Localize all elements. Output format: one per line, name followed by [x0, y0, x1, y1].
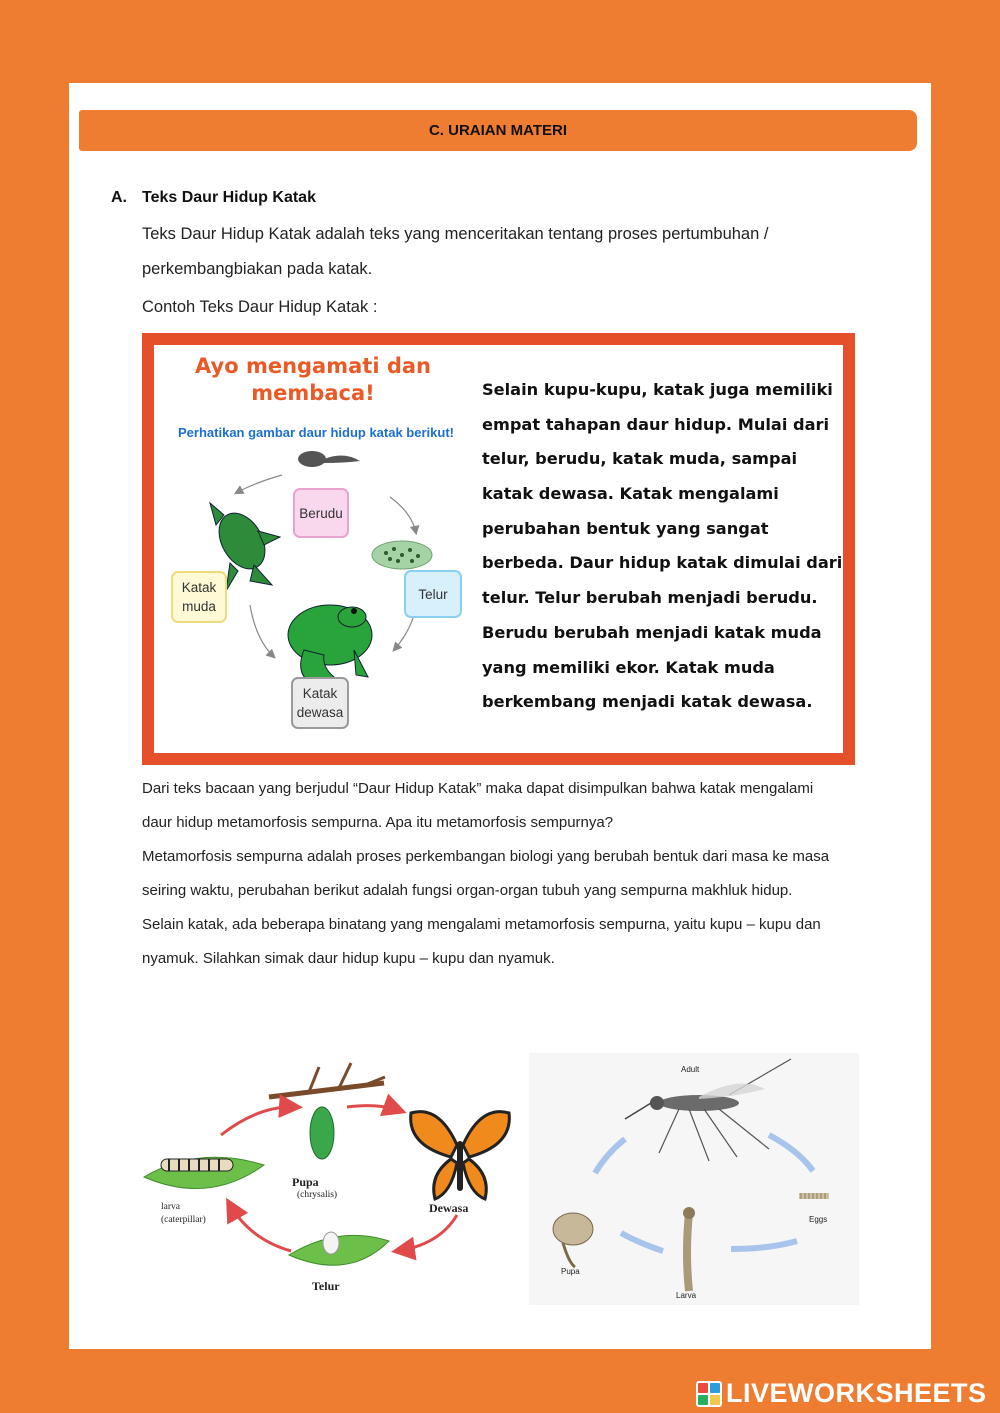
cycle-arrow-4	[621, 1233, 663, 1251]
eggs-caption: Eggs	[809, 1215, 828, 1224]
frog-card-inner	[154, 345, 843, 753]
heading-number: A.	[111, 189, 127, 206]
cycle-arrow-2	[769, 1135, 813, 1171]
stage-telur-label: Telur	[404, 570, 462, 618]
body-line-3: Metamorfosis sempurna adalah proses perkembangan biologi yang berubah bentuk dari masa ke masa	[142, 848, 830, 865]
mosquito-lifecycle-image	[529, 1053, 859, 1305]
telur-caption: Telur	[312, 1279, 340, 1293]
frog-text-line: perubahan bentuk yang sangat	[482, 518, 769, 538]
heading-title: Teks Daur Hidup Katak	[142, 189, 316, 206]
cycle-arrow-4	[250, 605, 274, 657]
cycle-arrow-4	[229, 1203, 291, 1251]
body-line-6: nyamuk. Silahkan simak daur hidup kupu – kupu dan nyamuk.	[142, 950, 555, 967]
intro-line-1: Teks Daur Hidup Katak adalah teks yang menceritakan tentang proses pertumbuhan /	[142, 225, 769, 243]
cycle-arrow-3	[731, 1241, 797, 1249]
frog-text-line: empat tahapan daur hidup. Mulai dari	[482, 414, 830, 434]
adult-frog-icon	[288, 605, 372, 685]
card-title-line-2: membaca!	[251, 381, 375, 405]
frog-text-line: telur, berudu, katak muda, sampai	[482, 449, 798, 469]
frog-text-line: berkembang menjadi katak dewasa.	[482, 692, 813, 712]
butterfly-cycle-illustration	[139, 1055, 519, 1305]
chrysalis-icon	[310, 1107, 334, 1159]
frog-card-text	[482, 373, 843, 720]
katak-dewasa-line-1: Katak	[302, 686, 338, 701]
mosquito-larva-icon	[683, 1207, 695, 1291]
katak-dewasa-line-2: dewasa	[296, 705, 344, 720]
tadpole-icon	[298, 451, 360, 467]
frog-text-line: telur. Telur berubah menjadi berudu.	[482, 588, 818, 608]
stage-berudu-label: Berudu	[293, 488, 349, 538]
intro-line-2: perkembangbiakan pada katak.	[142, 260, 373, 278]
adult-mosquito-icon	[625, 1059, 791, 1161]
pupa-caption: Pupa	[292, 1175, 319, 1189]
mosquito-pupa-caption: Pupa	[561, 1267, 580, 1276]
mosquito-larva-caption: Larva	[676, 1291, 697, 1300]
dewasa-caption: Dewasa	[429, 1201, 469, 1215]
adult-caption: Adult	[681, 1065, 700, 1074]
cycle-arrow-1	[221, 1107, 297, 1135]
liveworksheets-logo	[696, 1378, 987, 1409]
mosquito-pupa-icon	[553, 1213, 593, 1267]
larva-caption: larva	[161, 1202, 180, 1212]
section-header-bar	[79, 110, 917, 151]
butterfly-lifecycle-image	[139, 1055, 519, 1305]
frog-text-line: katak dewasa. Katak mengalami	[482, 484, 779, 504]
cycle-arrow-1	[236, 475, 282, 493]
pupa-subcaption: (chrysalis)	[297, 1190, 338, 1200]
cycle-arrow-2	[390, 497, 416, 533]
card-subtitle: Perhatikan gambar daur hidup katak berikut!	[178, 425, 454, 440]
cycle-arrow-2	[347, 1106, 401, 1111]
body-line-5: Selain katak, ada beberapa binatang yang mengalami metamorfosis sempurna, yaitu kupu – kupu dan	[142, 916, 821, 933]
subsection-heading	[111, 189, 316, 207]
logo-mark-icon	[696, 1381, 722, 1407]
frog-text-line: Berudu berubah menjadi katak muda	[482, 622, 822, 642]
caterpillar-leaf-icon	[144, 1157, 264, 1188]
cycle-arrow-1	[595, 1139, 625, 1173]
logo-text: LIVEWORKSHEETS	[726, 1378, 987, 1408]
frog-text-line: yang memiliki ekor. Katak muda	[482, 657, 775, 677]
egg-leaf-icon	[289, 1232, 389, 1265]
stage-katak-dewasa-label	[291, 677, 349, 729]
katak-muda-line-2: muda	[182, 599, 216, 614]
cycle-arrow-3	[397, 1215, 457, 1251]
body-line-1: Dari teks bacaan yang berjudul “Daur Hidup Katak” maka dapat disimpulkan bahwa katak mengalami	[142, 780, 814, 797]
body-line-4: seiring waktu, perubahan berikut adalah fungsi organ-organ tubuh yang sempurna makhluk hidup.	[142, 882, 793, 899]
larva-subcaption: (caterpillar)	[161, 1215, 206, 1225]
body-line-2: daur hidup metamorfosis sempurna. Apa itu metamorfosis sempurnya?	[142, 814, 614, 831]
stage-katak-muda-label	[171, 571, 227, 623]
card-title-line-1: Ayo mengamati dan	[195, 354, 431, 378]
katak-muda-line-1: Katak	[181, 580, 217, 595]
mosquito-eggs-icon	[799, 1193, 829, 1199]
frog-text-line: berbeda. Daur hidup katak dimulai dari	[482, 553, 843, 573]
section-title: C. URAIAN MATERI	[428, 122, 568, 139]
frog-text-line: Selain kupu-kupu, katak juga memiliki	[482, 380, 833, 399]
butterfly-icon	[411, 1112, 510, 1199]
frog-eggs-icon	[372, 541, 432, 569]
worksheet-page	[69, 83, 931, 1349]
card-title	[188, 353, 438, 407]
frog-lifecycle-card	[142, 333, 855, 765]
intro-line-3: Contoh Teks Daur Hidup Katak :	[142, 298, 378, 316]
